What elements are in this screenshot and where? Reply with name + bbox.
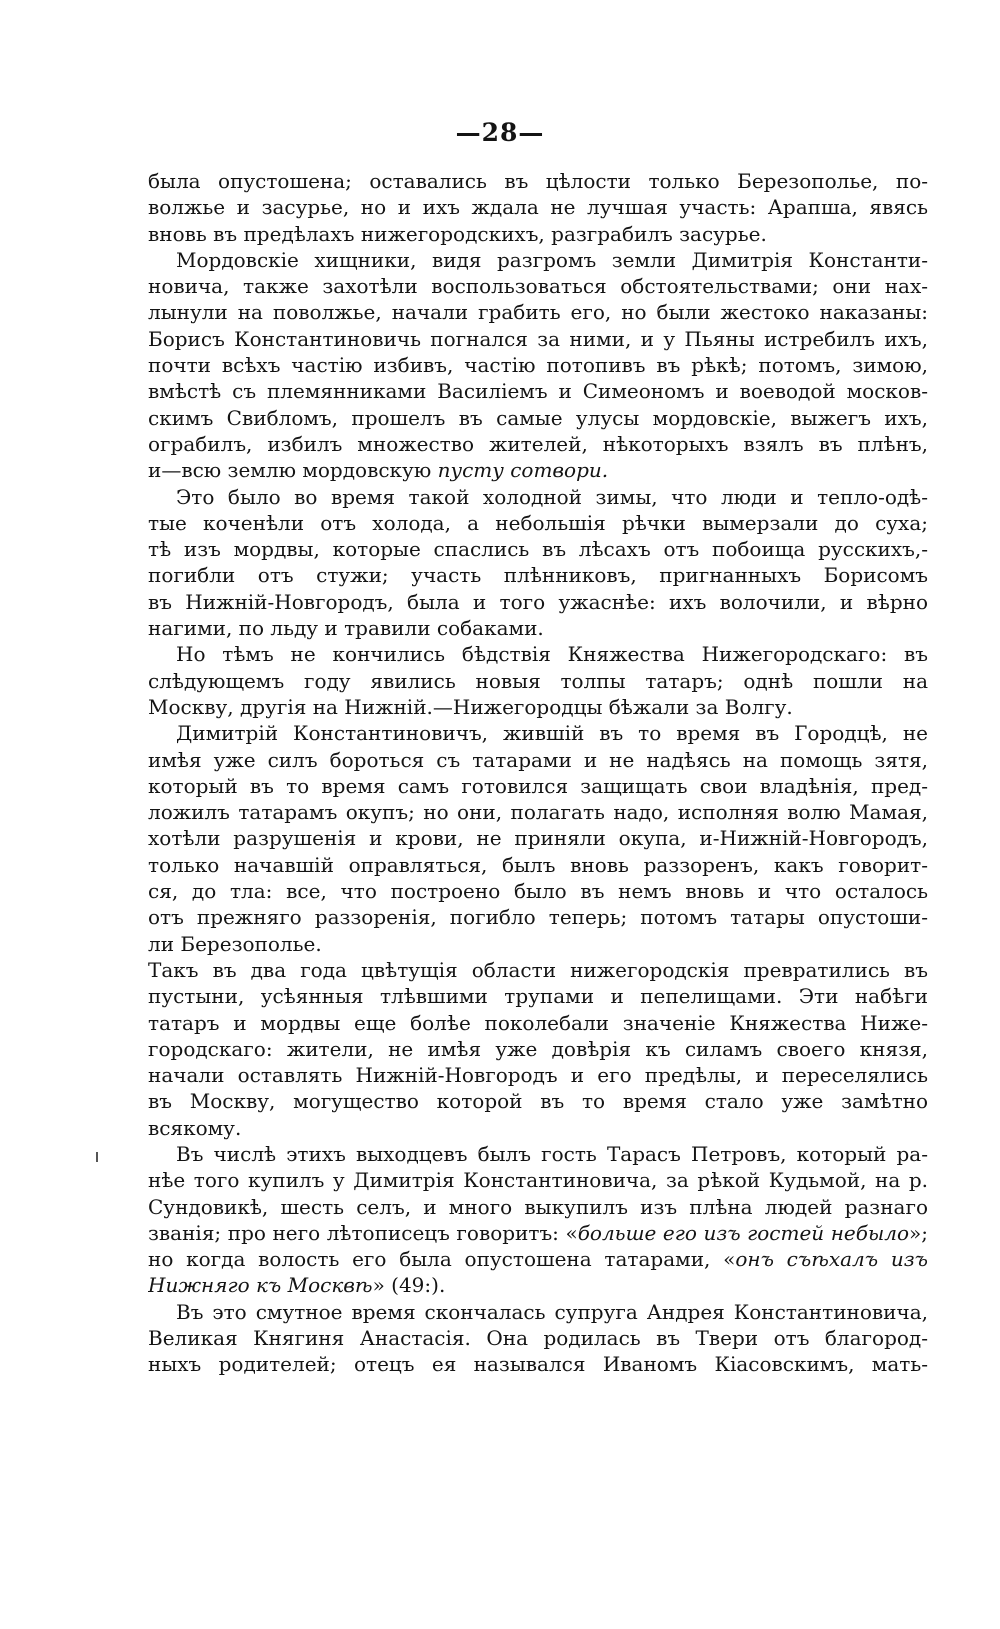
text-line	[148, 641, 928, 667]
text-line-body: Мордовскіе хищники, видя разгромъ земли Димитрія Константи-	[176, 247, 928, 272]
body-text	[148, 168, 928, 1378]
text-line	[148, 983, 928, 1009]
text-line-body: тѣ изъ мордвы, которые спаслись въ лѣсахъ отъ побоища русскихъ,-	[148, 537, 928, 562]
text-line-body: хотѣли разрушенія и крови, не приняли окупа, и-Нижній-Новгородъ,	[148, 826, 928, 851]
text-line	[148, 1115, 928, 1141]
text-line-body: пустыни, усѣянныя тлѣвшими трупами и пепелищами. Эти набѣги	[148, 984, 928, 1009]
text-line	[148, 957, 928, 983]
text-line-tail: »;	[909, 1220, 928, 1245]
text-line	[148, 1246, 928, 1272]
text-line-body: Въ числѣ этихъ выходцевъ былъ гость Тарасъ Петровъ, который ра-	[176, 1141, 928, 1166]
text-line-body: почти всѣхъ частію избивъ, частію потопивъ въ рѣкѣ; потомъ, зимою,	[148, 353, 928, 378]
text-line	[148, 878, 928, 904]
text-line	[148, 799, 928, 825]
text-line-body: Димитрій Константиновичъ, жившій въ то время въ Городцѣ, не	[176, 721, 928, 746]
text-line-body: и—всю землю мордовскую	[148, 458, 438, 483]
margin-mark	[96, 1152, 98, 1162]
text-line-body: Такъ въ два года цвѣтущія области нижегородскія превратились въ	[148, 957, 928, 982]
text-line	[148, 615, 928, 641]
text-line-body: ныхъ родителей; отецъ ея назывался Иваномъ Кіасовскимъ, мать-	[148, 1352, 928, 1377]
text-line-body: званія; про него лѣтописецъ говоритъ: «	[148, 1220, 578, 1245]
text-line-body: въ Нижній-Новгородъ, была и того ужаснѣе: ихъ волочили, и вѣрно	[148, 589, 928, 614]
text-line-body: нагими, по льду и травили собаками.	[148, 616, 544, 641]
italic-quote: Нижняго къ Москвѣ	[148, 1273, 373, 1298]
text-line	[148, 1325, 928, 1351]
text-line-body: въ Москву, могущество которой въ то время стало уже замѣтно	[148, 1089, 928, 1114]
text-line	[148, 1351, 928, 1377]
text-line-body: вновь въ предѣлахъ нижегородскихъ, разграбилъ засурье.	[148, 221, 767, 246]
text-line	[148, 1036, 928, 1062]
text-line-body: новича, также захотѣли воспользоваться обстоятельствами; они нах-	[148, 274, 928, 299]
text-line-body: но когда волость его была опустошена татарами, «	[148, 1247, 736, 1272]
text-line-body: Великая Княгиня Анастасія. Она родилась въ Твери отъ благород-	[148, 1326, 928, 1351]
text-line-body: имѣя уже силъ бороться съ татарами и не надѣясь на помощь зятя,	[148, 747, 928, 772]
text-line-body: который въ то время самъ готовился защищать свои владѣнія, пред-	[148, 773, 928, 798]
text-line-body: тые коченѣли отъ холода, а небольшія рѣчки вымерзали до суха;	[148, 510, 928, 535]
text-line	[148, 1010, 928, 1036]
text-line-body: Въ это смутное время скончалась супруга Андрея Константиновича,	[176, 1299, 928, 1324]
text-line-body: Борисъ Константиновичь погнался за ними, и у Пьяны истребилъ ихъ,	[148, 326, 928, 351]
text-line	[148, 931, 928, 957]
italic-quote: больше его изъ гостей небыло	[577, 1220, 910, 1245]
text-line	[148, 536, 928, 562]
text-line-tail: » (49:).	[372, 1273, 446, 1298]
text-line-body: волжье и засурье, но и ихъ ждала не лучшая участь: Арапша, явясь	[148, 195, 928, 220]
text-line	[148, 221, 928, 247]
text-line	[148, 405, 928, 431]
text-line	[148, 1088, 928, 1114]
text-line-body: скимъ Свибломъ, прошелъ въ самые улусы мордовскіе, выжегъ ихъ,	[148, 405, 928, 430]
text-line-body: погибли отъ стужи; участь плѣнниковъ, пригнанныхъ Борисомъ	[148, 563, 928, 588]
text-line	[148, 1167, 928, 1193]
text-line-body: нѣе того купилъ у Димитрія Константиновича, за рѣкой Кудьмой, на р.	[148, 1168, 928, 1193]
text-line-body: ся, до тла: все, что построено было въ немъ вновь и что осталось	[148, 879, 928, 904]
italic-quote: пусту сотвори.	[437, 458, 609, 483]
text-line	[148, 694, 928, 720]
text-line	[148, 457, 928, 483]
text-line	[148, 326, 928, 352]
text-line	[148, 168, 928, 194]
text-line-body: вмѣстѣ съ племянниками Василіемъ и Симеономъ и воеводой москов-	[148, 379, 928, 404]
text-line	[148, 1272, 928, 1298]
text-line-body: ограбилъ, избилъ множество жителей, нѣкоторыхъ взялъ въ плѣнъ,	[148, 431, 928, 456]
text-line	[148, 562, 928, 588]
text-line	[148, 773, 928, 799]
text-line	[148, 1220, 928, 1246]
text-line	[148, 431, 928, 457]
text-line	[148, 1194, 928, 1220]
text-line	[148, 299, 928, 325]
text-line	[148, 668, 928, 694]
text-line-body: ли Березополье.	[148, 931, 322, 956]
text-line	[148, 194, 928, 220]
text-line-body: отъ прежняго раззоренія, погибло теперь; потомъ татары опустоши-	[148, 905, 928, 930]
text-line	[148, 852, 928, 878]
text-line-body: слѣдующемъ году явились новыя толпы татаръ; однѣ пошли на	[148, 668, 928, 693]
text-line	[148, 378, 928, 404]
text-line-body: Сундовикѣ, шесть селъ, и много выкупилъ изъ плѣна людей разнаго	[148, 1194, 928, 1219]
text-line-body: начали оставлять Нижній-Новгородъ и его предѣлы, и переселялись	[148, 1063, 928, 1088]
text-line	[148, 1062, 928, 1088]
text-line	[148, 825, 928, 851]
text-line-body: ложилъ татарамъ окупъ; но они, полагать надо, исполняя волю Мамая,	[148, 800, 928, 825]
text-line	[148, 720, 928, 746]
text-line-body: всякому.	[148, 1115, 242, 1140]
text-line-body: Но тѣмъ не кончились бѣдствія Княжества Нижегородскаго: въ	[176, 642, 928, 667]
text-line	[148, 1299, 928, 1325]
text-line-body: была опустошена; оставались въ цѣлости только Березополье, по-	[148, 169, 928, 193]
text-line	[148, 352, 928, 378]
text-line	[148, 747, 928, 773]
text-line-body: городскаго: жители, не имѣя уже довѣрія къ силамъ своего князя,	[148, 1036, 928, 1061]
text-line	[148, 904, 928, 930]
text-line-body: Это было во время такой холодной зимы, что люди и тепло-одѣ-	[176, 484, 928, 509]
text-line	[148, 273, 928, 299]
text-line	[148, 247, 928, 273]
text-line	[148, 1141, 928, 1167]
text-line	[148, 484, 928, 510]
text-line-body: только начавшій оправляться, былъ вновь раззоренъ, какъ говорит-	[148, 852, 928, 877]
italic-quote: онъ съѣхалъ изъ	[735, 1247, 928, 1272]
text-line-body: лынули на поволжье, начали грабить его, но были жестоко наказаны:	[148, 300, 928, 325]
text-line-body: татаръ и мордвы еще болѣе поколебали значеніе Княжества Ниже-	[148, 1010, 928, 1035]
page-number: —28—	[455, 118, 545, 147]
text-line	[148, 510, 928, 536]
text-line-body: Москву, другія на Нижній.—Нижегородцы бѣжали за Волгу.	[148, 694, 793, 719]
text-line	[148, 589, 928, 615]
